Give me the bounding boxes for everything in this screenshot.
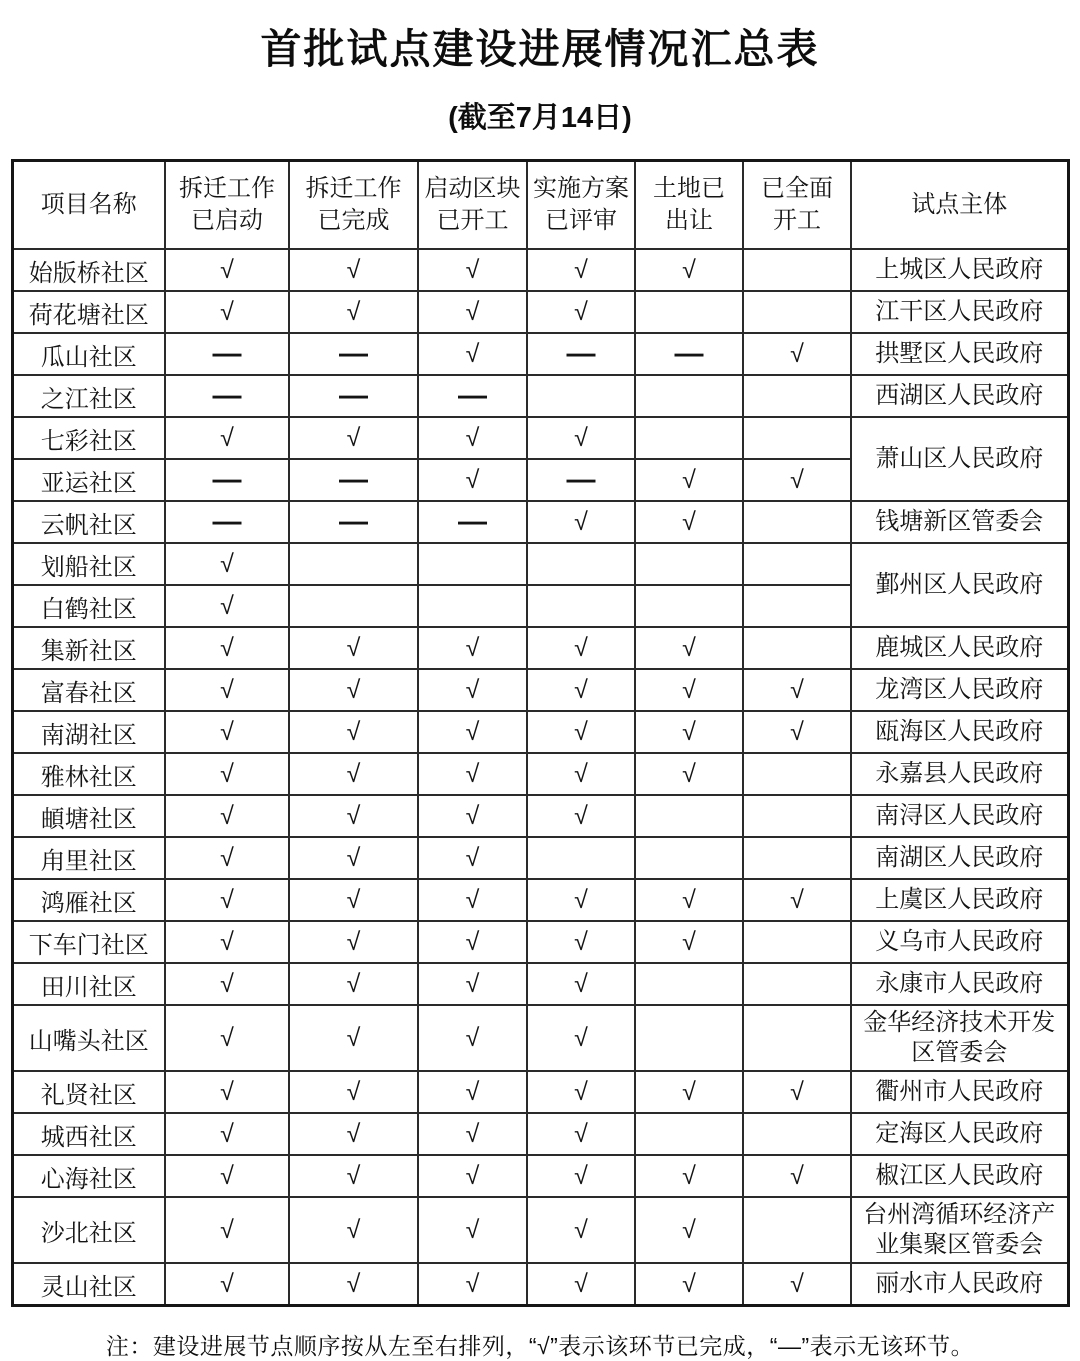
project-name-cell: 鸿雁社区 bbox=[12, 879, 165, 921]
col-header-startup-block-begun bbox=[418, 161, 527, 250]
entity-cell: 上城区人民政府 bbox=[851, 249, 1068, 291]
mark-cell bbox=[743, 585, 851, 627]
mark-cell: √ bbox=[418, 753, 527, 795]
mark-cell: √ bbox=[635, 669, 743, 711]
project-name-cell: 灵山社区 bbox=[12, 1263, 165, 1306]
mark-cell bbox=[743, 921, 851, 963]
mark-cell bbox=[743, 1197, 851, 1263]
mark-cell bbox=[743, 795, 851, 837]
entity-cell: 丽水市人民政府 bbox=[851, 1263, 1068, 1306]
mark-cell: √ bbox=[635, 879, 743, 921]
mark-cell: √ bbox=[635, 249, 743, 291]
mark-cell: — bbox=[165, 459, 289, 501]
mark-cell bbox=[743, 375, 851, 417]
mark-cell: √ bbox=[635, 753, 743, 795]
page bbox=[0, 16, 1080, 1359]
mark-cell: √ bbox=[635, 501, 743, 543]
entity-cell: 鹿城区人民政府 bbox=[851, 627, 1068, 669]
mark-cell bbox=[743, 1113, 851, 1155]
mark-cell: √ bbox=[527, 1071, 635, 1113]
mark-cell: √ bbox=[527, 669, 635, 711]
project-name-cell: 甪里社区 bbox=[12, 837, 165, 879]
mark-cell: √ bbox=[165, 879, 289, 921]
table-row bbox=[12, 1263, 1068, 1306]
table-row bbox=[12, 921, 1068, 963]
page-subtitle: (截至7月14日) bbox=[448, 102, 632, 134]
mark-cell: √ bbox=[165, 963, 289, 1005]
table-row bbox=[12, 333, 1068, 375]
mark-cell: √ bbox=[635, 627, 743, 669]
mark-cell: √ bbox=[635, 1197, 743, 1263]
mark-cell: √ bbox=[165, 1113, 289, 1155]
mark-cell: √ bbox=[289, 1071, 418, 1113]
mark-cell: √ bbox=[418, 963, 527, 1005]
mark-cell: — bbox=[165, 375, 289, 417]
mark-cell: — bbox=[527, 333, 635, 375]
mark-cell: √ bbox=[418, 459, 527, 501]
mark-cell: √ bbox=[418, 1113, 527, 1155]
mark-cell: √ bbox=[635, 711, 743, 753]
header-line: 已完成 bbox=[317, 207, 390, 234]
project-name-cell: 白鹤社区 bbox=[12, 585, 165, 627]
mark-cell: √ bbox=[165, 417, 289, 459]
mark-cell bbox=[743, 501, 851, 543]
mark-cell: — bbox=[165, 333, 289, 375]
table-row bbox=[12, 1155, 1068, 1197]
mark-cell: √ bbox=[527, 1113, 635, 1155]
mark-cell: — bbox=[635, 333, 743, 375]
mark-cell bbox=[527, 375, 635, 417]
mark-cell: √ bbox=[418, 879, 527, 921]
col-header-fully-started bbox=[743, 161, 851, 250]
entity-cell: 永康市人民政府 bbox=[851, 963, 1068, 1005]
mark-cell: √ bbox=[418, 1197, 527, 1263]
mark-cell bbox=[635, 585, 743, 627]
mark-cell: √ bbox=[289, 879, 418, 921]
mark-cell: √ bbox=[418, 627, 527, 669]
project-name-cell: 礼贤社区 bbox=[12, 1071, 165, 1113]
mark-cell: √ bbox=[418, 291, 527, 333]
table-row bbox=[12, 963, 1068, 1005]
entity-cell: 椒江区人民政府 bbox=[851, 1155, 1068, 1197]
table-row bbox=[12, 1071, 1068, 1113]
mark-cell: √ bbox=[527, 1005, 635, 1071]
entity-cell: 瓯海区人民政府 bbox=[851, 711, 1068, 753]
mark-cell: √ bbox=[418, 795, 527, 837]
mark-cell: √ bbox=[289, 291, 418, 333]
mark-cell: √ bbox=[289, 1263, 418, 1306]
mark-cell bbox=[743, 1005, 851, 1071]
header-line: 启动区块 bbox=[424, 174, 521, 202]
table-row bbox=[12, 1005, 1068, 1071]
mark-cell bbox=[635, 375, 743, 417]
mark-cell: √ bbox=[289, 1197, 418, 1263]
mark-cell: √ bbox=[165, 669, 289, 711]
mark-cell bbox=[289, 585, 418, 627]
header-line: 开工 bbox=[773, 207, 821, 234]
mark-cell: √ bbox=[165, 627, 289, 669]
table-row bbox=[12, 879, 1068, 921]
table-row bbox=[12, 1197, 1068, 1263]
header-line: 出让 bbox=[665, 207, 713, 234]
mark-cell: √ bbox=[165, 543, 289, 585]
entity-cell: 钱塘新区管委会 bbox=[851, 501, 1068, 543]
entity-cell: 上虞区人民政府 bbox=[851, 879, 1068, 921]
mark-cell: √ bbox=[165, 291, 289, 333]
mark-cell: √ bbox=[289, 837, 418, 879]
header-row bbox=[12, 161, 1068, 250]
mark-cell bbox=[743, 291, 851, 333]
mark-cell: — bbox=[527, 459, 635, 501]
mark-cell bbox=[635, 963, 743, 1005]
project-name-cell: 集新社区 bbox=[12, 627, 165, 669]
header-line: 试点主体 bbox=[911, 190, 1008, 218]
mark-cell: √ bbox=[165, 921, 289, 963]
mark-cell: √ bbox=[743, 669, 851, 711]
mark-cell: √ bbox=[289, 1005, 418, 1071]
mark-cell: — bbox=[289, 459, 418, 501]
project-name-cell: 下车门社区 bbox=[12, 921, 165, 963]
mark-cell: √ bbox=[165, 1263, 289, 1306]
mark-cell: √ bbox=[289, 963, 418, 1005]
project-name-cell: 划船社区 bbox=[12, 543, 165, 585]
mark-cell: √ bbox=[418, 921, 527, 963]
mark-cell: √ bbox=[165, 1005, 289, 1071]
mark-cell: √ bbox=[635, 1155, 743, 1197]
project-name-cell: 富春社区 bbox=[12, 669, 165, 711]
project-name-cell: 頔塘社区 bbox=[12, 795, 165, 837]
entity-cell: 衢州市人民政府 bbox=[851, 1071, 1068, 1113]
mark-cell: √ bbox=[165, 1197, 289, 1263]
project-name-cell: 雅林社区 bbox=[12, 753, 165, 795]
mark-cell: √ bbox=[743, 879, 851, 921]
project-name-cell: 城西社区 bbox=[12, 1113, 165, 1155]
mark-cell: √ bbox=[165, 1155, 289, 1197]
project-name-cell: 瓜山社区 bbox=[12, 333, 165, 375]
mark-cell bbox=[527, 837, 635, 879]
mark-cell bbox=[418, 543, 527, 585]
page-title: 首批试点建设进展情况汇总表 bbox=[260, 26, 820, 72]
project-name-cell: 心海社区 bbox=[12, 1155, 165, 1197]
col-header-pilot-entity bbox=[851, 161, 1068, 250]
mark-cell: √ bbox=[527, 417, 635, 459]
entity-cell: 拱墅区人民政府 bbox=[851, 333, 1068, 375]
mark-cell: √ bbox=[527, 963, 635, 1005]
header-line: 项目名称 bbox=[40, 190, 137, 218]
mark-cell: √ bbox=[289, 627, 418, 669]
entity-cell: 永嘉县人民政府 bbox=[851, 753, 1068, 795]
table-row bbox=[12, 291, 1068, 333]
mark-cell: √ bbox=[743, 1263, 851, 1306]
mark-cell bbox=[289, 543, 418, 585]
mark-cell: √ bbox=[527, 711, 635, 753]
mark-cell bbox=[743, 837, 851, 879]
mark-cell: √ bbox=[289, 753, 418, 795]
mark-cell: √ bbox=[527, 291, 635, 333]
mark-cell: √ bbox=[527, 501, 635, 543]
mark-cell bbox=[743, 417, 851, 459]
mark-cell: √ bbox=[527, 249, 635, 291]
table-row bbox=[12, 711, 1068, 753]
mark-cell: — bbox=[289, 333, 418, 375]
entity-cell: 江干区人民政府 bbox=[851, 291, 1068, 333]
mark-cell: √ bbox=[289, 669, 418, 711]
mark-cell: — bbox=[418, 501, 527, 543]
table-row bbox=[12, 669, 1068, 711]
mark-cell bbox=[743, 627, 851, 669]
header-line: 已开工 bbox=[436, 207, 509, 234]
mark-cell bbox=[635, 291, 743, 333]
mark-cell bbox=[527, 585, 635, 627]
mark-cell: √ bbox=[165, 795, 289, 837]
mark-cell: √ bbox=[289, 1155, 418, 1197]
table-row bbox=[12, 501, 1068, 543]
project-name-cell: 云帆社区 bbox=[12, 501, 165, 543]
project-name-cell: 山嘴头社区 bbox=[12, 1005, 165, 1071]
mark-cell: √ bbox=[743, 711, 851, 753]
mark-cell: √ bbox=[635, 921, 743, 963]
header-line: 拆迁工作 bbox=[179, 174, 275, 202]
mark-cell bbox=[635, 837, 743, 879]
mark-cell: √ bbox=[743, 459, 851, 501]
mark-cell: √ bbox=[527, 1155, 635, 1197]
mark-cell: √ bbox=[418, 1005, 527, 1071]
mark-cell bbox=[635, 417, 743, 459]
mark-cell: √ bbox=[165, 1071, 289, 1113]
mark-cell: √ bbox=[165, 837, 289, 879]
col-header-project-name bbox=[12, 161, 165, 250]
header-line: 已全面 bbox=[761, 174, 833, 202]
mark-cell: — bbox=[289, 501, 418, 543]
mark-cell: √ bbox=[418, 333, 527, 375]
mark-cell bbox=[635, 1005, 743, 1071]
table-row bbox=[12, 627, 1068, 669]
mark-cell: √ bbox=[165, 753, 289, 795]
col-header-demolition-completed bbox=[289, 161, 418, 250]
project-name-cell: 荷花塘社区 bbox=[12, 291, 165, 333]
mark-cell: √ bbox=[635, 459, 743, 501]
mark-cell: √ bbox=[743, 1071, 851, 1113]
mark-cell: √ bbox=[418, 837, 527, 879]
header-line: 实施方案 bbox=[533, 174, 629, 202]
mark-cell: √ bbox=[527, 1263, 635, 1306]
col-header-land-transferred bbox=[635, 161, 743, 250]
mark-cell: — bbox=[289, 375, 418, 417]
mark-cell: — bbox=[165, 501, 289, 543]
mark-cell: √ bbox=[527, 921, 635, 963]
entity-cell: 定海区人民政府 bbox=[851, 1113, 1068, 1155]
mark-cell bbox=[743, 963, 851, 1005]
table-row bbox=[12, 543, 1068, 585]
mark-cell: √ bbox=[635, 1263, 743, 1306]
mark-cell: √ bbox=[527, 879, 635, 921]
header-line: 拆迁工作 bbox=[305, 174, 402, 202]
header-line: 已评审 bbox=[545, 207, 617, 234]
mark-cell bbox=[527, 543, 635, 585]
mark-cell bbox=[743, 249, 851, 291]
mark-cell: √ bbox=[527, 1197, 635, 1263]
entity-cell: 龙湾区人民政府 bbox=[851, 669, 1068, 711]
mark-cell: √ bbox=[418, 711, 527, 753]
mark-cell: √ bbox=[289, 1113, 418, 1155]
table-row bbox=[12, 837, 1068, 879]
progress-table bbox=[11, 159, 1070, 1307]
mark-cell: √ bbox=[527, 753, 635, 795]
table-row bbox=[12, 1113, 1068, 1155]
mark-cell: √ bbox=[418, 249, 527, 291]
col-header-plan-reviewed bbox=[527, 161, 635, 250]
mark-cell bbox=[635, 1113, 743, 1155]
project-name-cell: 亚运社区 bbox=[12, 459, 165, 501]
entity-cell: 金华经济技术开发区管委会 bbox=[851, 1005, 1068, 1071]
entity-cell: 台州湾循环经济产业集聚区管委会 bbox=[851, 1197, 1068, 1263]
table-row bbox=[12, 249, 1068, 291]
entity-cell: 鄞州区人民政府 bbox=[851, 543, 1068, 627]
mark-cell: √ bbox=[165, 711, 289, 753]
project-name-cell: 沙北社区 bbox=[12, 1197, 165, 1263]
mark-cell bbox=[635, 795, 743, 837]
project-name-cell: 田川社区 bbox=[12, 963, 165, 1005]
mark-cell: √ bbox=[635, 1071, 743, 1113]
entity-cell: 西湖区人民政府 bbox=[851, 375, 1068, 417]
mark-cell: √ bbox=[743, 1155, 851, 1197]
project-name-cell: 之江社区 bbox=[12, 375, 165, 417]
mark-cell: √ bbox=[418, 1263, 527, 1306]
entity-cell: 义乌市人民政府 bbox=[851, 921, 1068, 963]
entity-cell: 南湖区人民政府 bbox=[851, 837, 1068, 879]
header-line: 土地已 bbox=[653, 174, 725, 202]
mark-cell: √ bbox=[289, 921, 418, 963]
table-row bbox=[12, 375, 1068, 417]
col-header-demolition-started bbox=[165, 161, 289, 250]
entity-cell: 萧山区人民政府 bbox=[851, 417, 1068, 501]
mark-cell: √ bbox=[289, 249, 418, 291]
table-row bbox=[12, 795, 1068, 837]
table-row bbox=[12, 417, 1068, 459]
header-line: 已启动 bbox=[191, 207, 263, 234]
table-row bbox=[12, 753, 1068, 795]
project-name-cell: 始版桥社区 bbox=[12, 249, 165, 291]
project-name-cell: 南湖社区 bbox=[12, 711, 165, 753]
mark-cell: √ bbox=[165, 249, 289, 291]
mark-cell bbox=[743, 753, 851, 795]
footnote: 注：建设进展节点顺序按从左至右排列，“√”表示该环节已完成，“—”表示无该环节。 bbox=[105, 1333, 975, 1359]
mark-cell: √ bbox=[289, 795, 418, 837]
mark-cell: √ bbox=[289, 417, 418, 459]
mark-cell: √ bbox=[289, 711, 418, 753]
mark-cell bbox=[743, 543, 851, 585]
mark-cell: √ bbox=[418, 417, 527, 459]
mark-cell: √ bbox=[418, 1071, 527, 1113]
entity-cell: 南浔区人民政府 bbox=[851, 795, 1068, 837]
mark-cell: √ bbox=[527, 627, 635, 669]
mark-cell bbox=[635, 543, 743, 585]
mark-cell: — bbox=[418, 375, 527, 417]
mark-cell: √ bbox=[743, 333, 851, 375]
mark-cell: √ bbox=[165, 585, 289, 627]
mark-cell: √ bbox=[527, 795, 635, 837]
mark-cell: √ bbox=[418, 669, 527, 711]
mark-cell: √ bbox=[418, 1155, 527, 1197]
mark-cell bbox=[418, 585, 527, 627]
project-name-cell: 七彩社区 bbox=[12, 417, 165, 459]
